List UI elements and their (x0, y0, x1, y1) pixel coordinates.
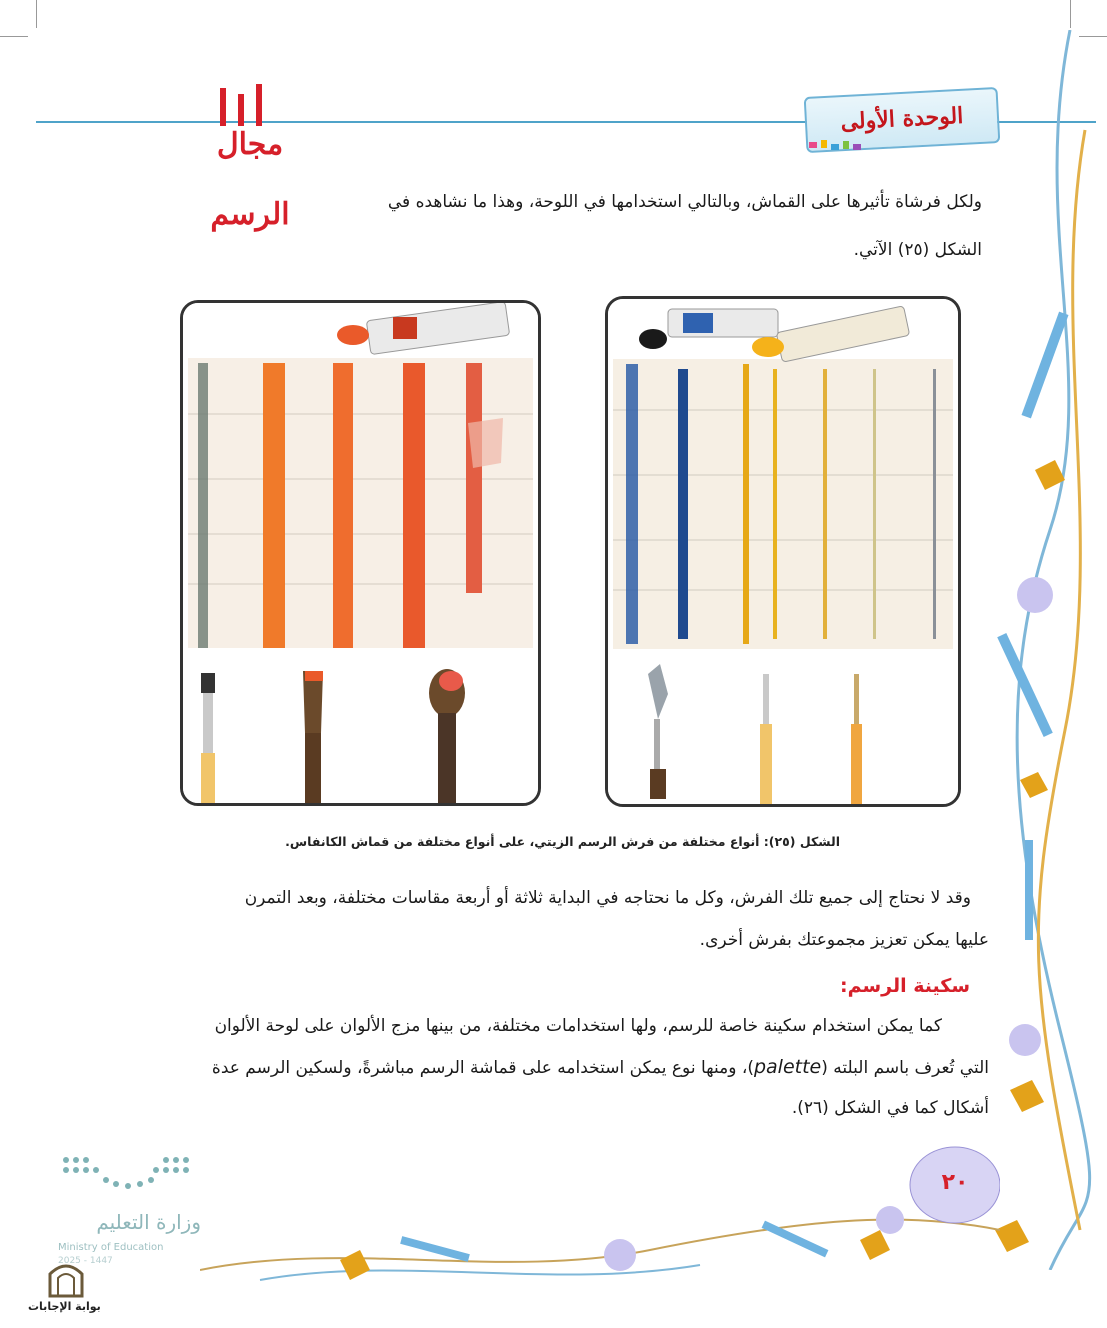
portal-label: بوابة الإجابات (28, 1300, 101, 1313)
confetti-decoration (805, 138, 865, 154)
crop-mark (1070, 0, 1071, 28)
subject-title-text: مجال الرسم (210, 127, 290, 232)
ministry-year: 2025 - 1447 (58, 1256, 113, 1266)
portal-logo-icon (44, 1256, 88, 1300)
section-line-1: كما يمكن استخدام سكينة خاصة للرسم، ولها استخدامات مختلفة، من بينها مزج الألوان على لوحة الألوان (214, 1016, 942, 1036)
section-line-3: أشكال كما في الشكل (٢٦). (791, 1098, 989, 1118)
figure-photo-right (605, 296, 961, 807)
paragraph-2-line-1: وقد لا نحتاج إلى جميع تلك الفرش، وكل ما نحتاجه في البداية ثلاثة أو أربعة مقاسات مختلفة، وبعد التمرن (244, 888, 971, 908)
ministry-name-en: Ministry of Education (58, 1242, 164, 1253)
section-line-2-b: )، ومنها نوع يمكن استخدامه على قماشة الرسم مباشرةً، ولسكين الرسم عدة (211, 1058, 754, 1078)
ministry-dots-icon (56, 1150, 201, 1200)
section-heading: سكينة الرسم: (839, 975, 970, 997)
bottom-vine-decoration (200, 1140, 1000, 1290)
intro-line-2: الشكل (٢٥) الآتي. (853, 240, 982, 260)
canvas-swatches-image (183, 303, 538, 803)
section-line-2 (212, 1056, 989, 1078)
figure-caption: الشكل (٢٥): أنواع مختلفة من فرش الرسم الزيتي، على أنواع مختلفة من قماش الكانفاس. (285, 834, 840, 849)
paragraph-2-line-2: عليها يمكن تعزيز مجموعتك بفرش أخرى. (699, 930, 989, 950)
intro-line-1: ولكل فرشاة تأثيرها على القماش، وبالتالي استخدامها في اللوحة، وهذا ما نشاهده في (387, 192, 982, 212)
palette-term: palette (753, 1056, 822, 1078)
floral-border-decoration (990, 30, 1107, 1270)
subject-title (180, 70, 320, 232)
crop-mark (0, 36, 28, 37)
crop-mark (36, 0, 37, 28)
ministry-name-ar: وزارة التعليم (96, 1210, 201, 1234)
page-number: ٢٠ (941, 1170, 969, 1195)
section-line-2-a: التي تُعرف باسم البلته ( (821, 1058, 989, 1078)
title-ornament (180, 80, 320, 140)
unit-label: الوحدة الأولى (839, 102, 964, 136)
canvas-swatches-image (608, 299, 958, 804)
figure-photo-left (180, 300, 541, 806)
